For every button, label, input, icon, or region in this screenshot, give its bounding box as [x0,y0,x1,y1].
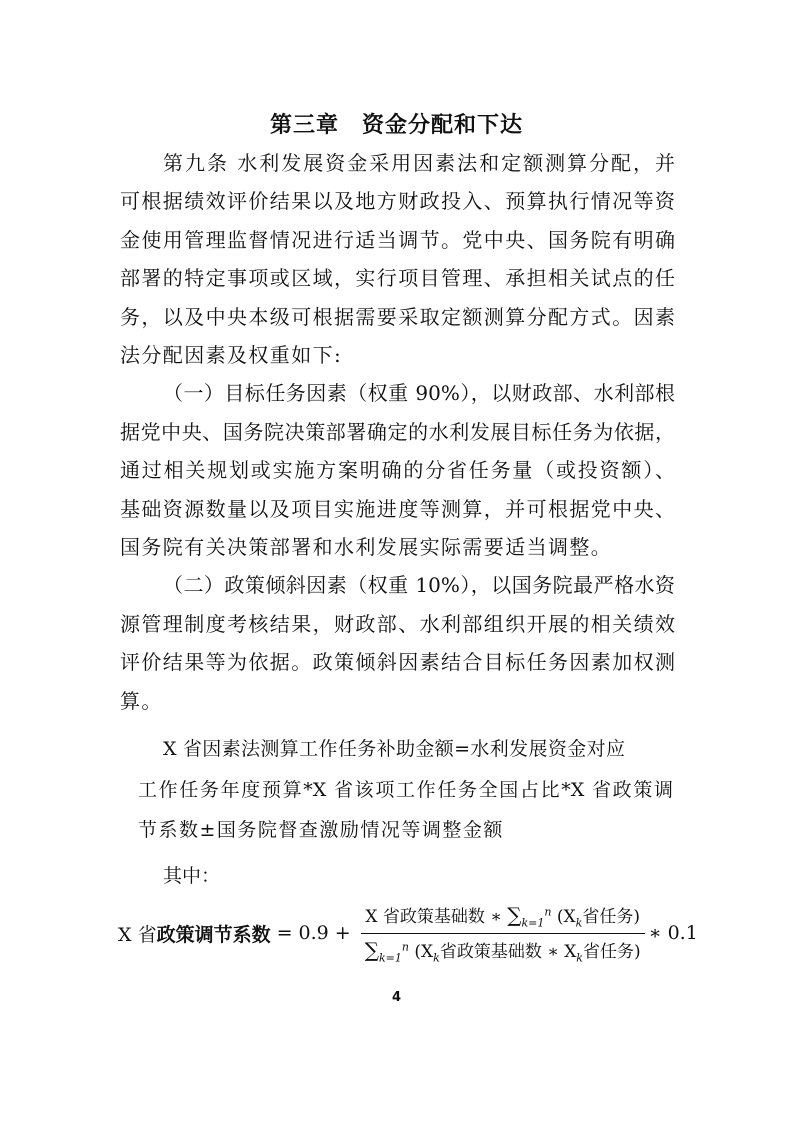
den-part: (X [414,941,434,962]
formula-numerator [361,902,644,932]
body-line: 算。 [120,688,163,713]
sum-symbol: ∑ [507,903,522,928]
body-line: 第九条 水利发展资金采用因素法和定额测算分配，并 [163,151,675,175]
num-part: X 省政策基础数 ∗ [365,907,508,928]
body-line: 国务院有关决策部署和水利发展实际需要适当调整。 [120,535,613,559]
k-sub: k [576,950,583,964]
body-line: 务，以及中央本级可根据需要采取定额测算分配方式。因素 [120,304,675,329]
formula-lhs-prefix: X 省 [118,923,157,946]
formula-denominator [361,933,645,964]
k-sub: k [433,950,440,964]
formula-tail: ∗ 0.1 [648,922,698,944]
body-line: 基础资源数量以及项目实施进度等测算，并可根据党中央、 [120,496,675,521]
body-line: 金使用管理监督情况进行适当调节。党中央、国务院有明确 [120,227,675,252]
chapter-title: 第三章 资金分配和下达 [269,112,523,138]
den-part: 省政策基础数 ∗ X [439,941,577,962]
sum-sup: n [401,939,409,953]
adjustment-coefficient-formula [118,898,698,968]
body-line: 源管理制度考核结果，财政部、水利部组织开展的相关绩效 [120,611,675,636]
sum-sub: k=1 [379,950,402,964]
body-line: （二）政策倾斜因素（权重 10%），以国务院最严格水资 [163,573,675,598]
num-part: 省任务) [582,907,640,928]
where-label: 其中： [163,865,221,887]
body-line: 部署的特定事项或区域，实行项目管理、承担相关试点的任 [120,266,675,291]
body-line: （一）目标任务因素（权重 90%），以财政部、水利部根 [163,381,675,406]
body-line: 评价结果等为依据。政策倾斜因素结合目标任务因素加权测 [120,650,675,675]
formula-text-line: 工作任务年度预算*X 省该项工作任务全国占比*X 省政策调 [138,779,673,801]
num-part: (X [556,907,576,928]
formula-eq: = 0.9 + [276,922,351,944]
formula-fraction [361,902,645,964]
formula-lhs: 政策调节系数 [156,923,271,946]
formula-text-line: 节系数±国务院督查激励情况等调整金额 [138,819,504,841]
body-line: 据党中央、国务院决策部署确定的水利发展目标任务为依据， [120,419,675,444]
body-line: 可根据绩效评价结果以及地方财政投入、预算执行情况等资 [120,189,675,214]
sum-sup: n [544,905,552,919]
sum-sub: k=1 [521,916,545,930]
sum-symbol: ∑ [364,937,380,962]
den-part: 省任务) [582,941,641,962]
page-number: 4 [391,990,402,1005]
body-line: 法分配因素及权重如下: [120,343,343,367]
k-sub: k [575,916,583,930]
formula-text-line: X 省因素法测算工作任务补助金额=水利发展资金对应 [163,738,625,760]
body-line: 通过相关规划或实施方案明确的分省任务量（或投资额）、 [120,458,675,483]
